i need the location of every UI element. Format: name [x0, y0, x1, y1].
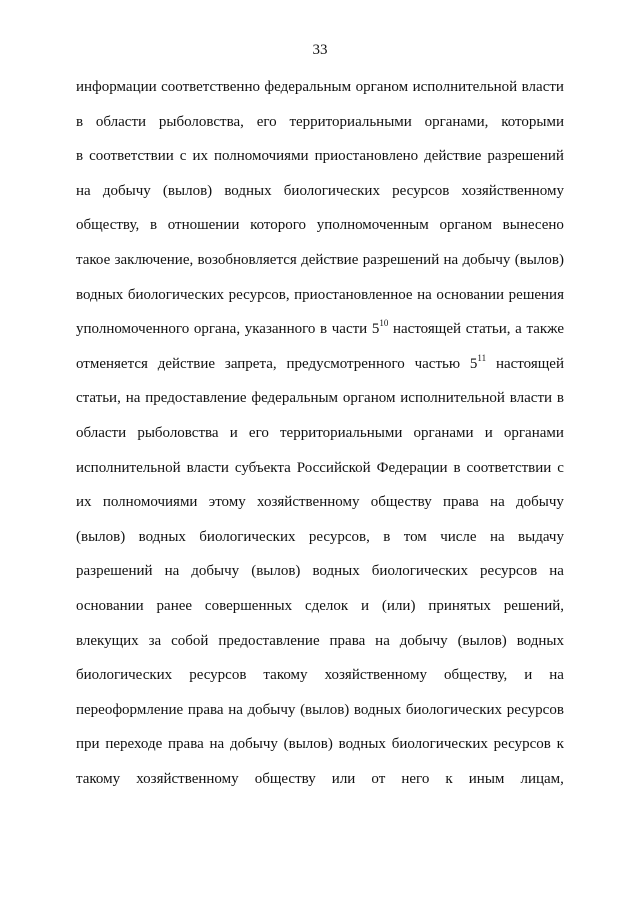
word: возобновляется — [197, 251, 297, 268]
word: лицам, — [520, 770, 564, 787]
word: настоящей — [495, 355, 564, 372]
word: соответственно — [161, 79, 260, 95]
word: Федерации — [376, 459, 448, 476]
word: биологических — [199, 528, 296, 545]
word: том — [403, 528, 427, 545]
word: органа, — [193, 321, 241, 338]
word: водных — [76, 286, 124, 303]
word: Российской — [296, 459, 371, 476]
word: (вылов) — [457, 632, 507, 649]
word-with-superscript: $5^{11}$ — [469, 352, 487, 372]
text-line — [76, 111, 564, 146]
word: действие — [424, 148, 482, 165]
word: полномочиями — [213, 148, 309, 165]
word: их — [76, 494, 92, 511]
text-line — [76, 457, 564, 492]
word: (вылов) — [76, 528, 126, 545]
word: (вылов) — [514, 251, 564, 268]
word: основании — [436, 286, 505, 303]
word: ресурсов — [189, 667, 247, 684]
text-line — [76, 595, 564, 630]
word: предоставление — [218, 632, 320, 649]
text-line — [76, 214, 564, 249]
word: с — [557, 459, 564, 476]
word: его — [256, 113, 277, 130]
word: статьи, — [465, 321, 511, 338]
word: разрешений — [362, 251, 440, 268]
word: обществу — [370, 494, 432, 511]
word: исполнительной — [412, 79, 518, 95]
word: исполнительной — [400, 390, 505, 407]
text-line — [76, 526, 564, 561]
text-line — [76, 249, 564, 284]
word: рыболовства — [137, 424, 219, 441]
word: переоформление — [76, 701, 184, 718]
word: в — [149, 217, 158, 234]
word: власти — [509, 390, 553, 407]
word: обществу, — [76, 217, 140, 234]
word: территориальными — [280, 424, 403, 441]
word: области — [76, 424, 127, 441]
word: числе — [440, 528, 477, 545]
word: хозяйственному — [136, 770, 239, 787]
word: добычу — [229, 736, 278, 753]
word: в — [76, 113, 84, 130]
word: права — [168, 736, 204, 753]
word: предусмотренного — [286, 355, 405, 372]
word: предоставление — [145, 390, 247, 407]
word: приостановленное — [294, 286, 413, 303]
text-line — [76, 560, 564, 595]
word: хозяйственному — [257, 494, 360, 511]
word: обществу — [254, 770, 316, 787]
word: обществу, — [443, 667, 508, 684]
word: частью — [414, 355, 461, 372]
word: приостановлено — [314, 148, 419, 165]
word: биологических — [405, 701, 503, 718]
word: на — [164, 563, 180, 580]
word: права — [329, 632, 366, 649]
word: соответствии — [466, 459, 552, 476]
text-line — [76, 664, 564, 699]
word: которого — [250, 217, 307, 234]
word: добычу — [462, 251, 511, 268]
word: собой — [171, 632, 209, 649]
word: решений, — [503, 597, 564, 614]
word: выдачу — [518, 528, 564, 545]
word: (вылов) — [162, 182, 213, 199]
word: к — [556, 736, 564, 753]
word: вынесено — [502, 217, 564, 234]
word: которыми — [501, 113, 564, 130]
word: с — [179, 148, 187, 165]
word: информации — [76, 79, 157, 95]
word: разрешений — [76, 563, 153, 580]
word: биологических — [76, 667, 173, 684]
word: биологических — [371, 563, 468, 580]
word: полномочиями — [102, 494, 198, 511]
word: права — [187, 701, 224, 718]
word-with-superscript: $5^{10}$ — [371, 318, 389, 338]
word: этому — [208, 494, 246, 511]
word: добычу — [247, 701, 296, 718]
document-body — [76, 76, 564, 802]
word: на — [125, 390, 141, 407]
word: водных — [516, 632, 564, 649]
word: на — [549, 563, 564, 580]
word: на — [443, 251, 459, 268]
word: добычу — [102, 182, 151, 199]
word: за — [148, 632, 162, 649]
text-line — [76, 387, 564, 422]
word: органом — [439, 217, 492, 234]
word: ресурсов, — [228, 286, 290, 303]
word: (или) — [381, 597, 416, 614]
word: хозяйственному — [324, 667, 427, 684]
word: иным — [468, 770, 505, 787]
word: ранее — [156, 597, 193, 614]
text-line — [76, 422, 564, 457]
word: добычу — [399, 632, 448, 649]
word: также — [526, 321, 564, 338]
word: на — [375, 632, 390, 649]
word: их — [192, 148, 208, 165]
word: органами — [503, 424, 564, 441]
word: водных — [224, 182, 272, 199]
word: и — [524, 667, 533, 684]
word: и — [229, 424, 238, 441]
word: власти — [521, 79, 564, 95]
word: ресурсов — [480, 563, 538, 580]
word: (вылов) — [300, 701, 350, 718]
word: уполномоченным — [316, 217, 429, 234]
word: водных — [312, 563, 360, 580]
text-line — [76, 284, 564, 319]
word: на — [209, 736, 225, 753]
word: на — [228, 701, 243, 718]
word: такому — [263, 667, 308, 684]
word: на — [549, 667, 564, 684]
text-line — [76, 768, 564, 803]
word: органами, — [424, 113, 489, 130]
word: в — [383, 528, 391, 545]
word: органами — [413, 424, 474, 441]
word: статьи, — [76, 390, 121, 407]
word: такое — [76, 251, 111, 268]
text-line — [76, 699, 564, 734]
word: ресурсов — [506, 701, 564, 718]
word: на — [489, 528, 505, 545]
text-line — [76, 318, 564, 353]
word: добычу — [191, 563, 240, 580]
word: и — [484, 424, 493, 441]
text-line — [76, 630, 564, 665]
word: отменяется — [76, 355, 148, 372]
word: него — [401, 770, 430, 787]
word: рыболовства, — [158, 113, 244, 130]
word: ресурсов — [392, 182, 450, 199]
word: органом — [342, 390, 396, 407]
word: водных — [138, 528, 186, 545]
word: водных — [338, 736, 386, 753]
word: а — [515, 321, 522, 338]
word: решения — [508, 286, 564, 303]
word: в — [76, 148, 84, 165]
word: переходе — [105, 736, 163, 753]
word: (вылов) — [283, 736, 333, 753]
word: биологических — [283, 182, 380, 199]
word: к — [445, 770, 453, 787]
word: основании — [76, 597, 144, 614]
word: ресурсов, — [308, 528, 370, 545]
word: разрешений — [487, 148, 564, 165]
word: на — [490, 494, 505, 511]
word: биологических — [391, 736, 488, 753]
word: органом — [355, 79, 409, 95]
word: в — [453, 459, 461, 476]
page-number: 33 — [312, 42, 328, 58]
word: или — [331, 770, 356, 787]
word: его — [248, 424, 269, 441]
word: от — [371, 770, 386, 787]
word: соответствии — [89, 148, 174, 165]
text-line — [76, 733, 564, 768]
word: такому — [76, 770, 121, 787]
word: действие — [157, 355, 216, 372]
word: принятых — [428, 597, 491, 614]
word: части — [331, 321, 368, 338]
word: ресурсов — [493, 736, 551, 753]
word: федеральным — [251, 390, 339, 407]
word: области — [95, 113, 147, 130]
word: хозяйственному — [461, 182, 564, 199]
word: при — [76, 736, 100, 753]
text-line — [76, 353, 564, 388]
word: на — [417, 286, 432, 303]
word: водных — [353, 701, 402, 718]
word: федеральным — [264, 79, 352, 95]
word: уполномоченного — [76, 321, 190, 338]
text-line — [76, 180, 564, 215]
word: на — [76, 182, 91, 199]
superscript-number: 11 — [477, 352, 487, 363]
text-line — [76, 76, 564, 111]
word: сделок — [304, 597, 349, 614]
word: и — [361, 597, 370, 614]
word: настоящей — [392, 321, 462, 338]
word: власти — [186, 459, 229, 476]
word: добычу — [516, 494, 564, 511]
word: территориальными — [289, 113, 412, 130]
word: указанного — [244, 321, 316, 338]
word: в — [556, 390, 564, 407]
word: субъекта — [234, 459, 291, 476]
word: (вылов) — [251, 563, 301, 580]
text-line — [76, 491, 564, 526]
word: биологических — [127, 286, 225, 303]
word: права — [443, 494, 479, 511]
word: запрета, — [224, 355, 277, 372]
word: исполнительной — [76, 459, 181, 476]
word: влекущих — [76, 632, 139, 649]
word: действие — [301, 251, 359, 268]
word: отношении — [167, 217, 240, 234]
word: заключение, — [114, 251, 194, 268]
text-line — [76, 145, 564, 180]
superscript-number: 10 — [379, 318, 389, 329]
word: в — [320, 321, 328, 338]
word: совершенных — [204, 597, 293, 614]
